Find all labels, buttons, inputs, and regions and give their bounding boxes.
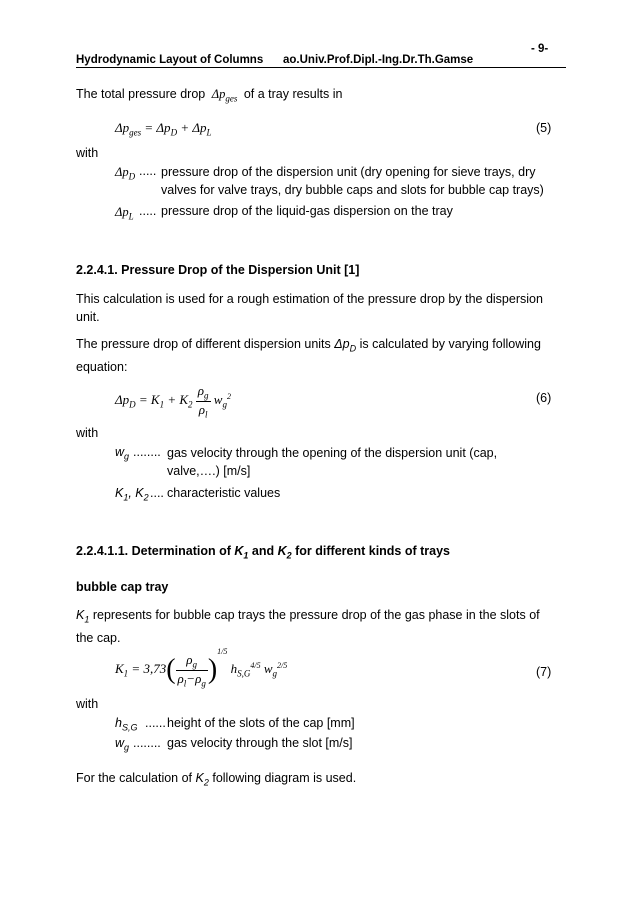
definition-wg <box>167 444 563 480</box>
equation-7: $K_1 = 3,73$( $\frac{\rho_g}{\rho_l-\rho_g}$ )$^{1/5}$ $h_{S,G}^{4/5}$ $w_g^{2/5}$ <box>115 646 288 689</box>
symbol-dp-d: $\Delta p_D$ <box>115 165 136 182</box>
symbol-dp-ges: $\Delta p_{ges}$ <box>211 87 238 104</box>
symbol-dp-d-inline: $\Delta p_D$ <box>334 337 357 354</box>
def-text-line: gas velocity through the opening of the dispersion unit (cap, <box>167 446 498 460</box>
symbol-k1: $K_1$ <box>234 544 249 561</box>
paragraph-line: equation: <box>76 359 128 374</box>
closing-paragraph <box>76 771 356 788</box>
paragraph-line <box>76 335 541 358</box>
with-label-1: with <box>76 146 99 160</box>
text-run: The pressure drop of different dispersion units <box>76 337 335 351</box>
text-run: represents for bubble cap trays the pressure drop of the gas phase in the slots of <box>89 608 540 622</box>
definition-dp-l: pressure drop of the liquid-gas dispersion on the tray <box>161 204 453 218</box>
def-text-line: valves for valve trays, dry bubble caps and slots for bubble cap trays) <box>161 183 544 197</box>
section-heading <box>76 544 450 561</box>
text-run: and <box>248 544 278 558</box>
def-text-line: valve,….) [m/s] <box>167 464 251 478</box>
def-dots: ...... <box>145 716 166 730</box>
equation-7-number: (7) <box>536 665 552 679</box>
paragraph-line: This calculation is used for a rough estimation of the pressure drop by the dispersion <box>76 292 543 306</box>
intro-line <box>76 87 342 104</box>
header-rule <box>76 67 566 68</box>
symbol-dp-l: $\Delta p_L$ <box>115 205 134 222</box>
def-dots: ........ <box>133 445 161 459</box>
with-label-3: with <box>76 697 99 711</box>
symbol-k1: $K_1$ <box>76 608 90 625</box>
def-dots: ..... <box>139 204 157 218</box>
def-dots: ........ <box>133 736 161 750</box>
text-run: for different kinds of trays <box>291 544 451 558</box>
equation-5: $\Delta p_{ges} = \Delta p_D + \Delta p_L$ <box>115 120 212 138</box>
paragraph-line: the cap. <box>76 630 121 645</box>
page-number: - 9- <box>531 43 549 55</box>
paragraph-line <box>76 606 540 629</box>
symbol-k2: $K_2$ <box>277 544 292 561</box>
symbol-wg: $w_g$ <box>115 736 130 753</box>
fraction: $\frac{\rho_g}{\rho_l}$ <box>197 383 209 420</box>
symbol-k2: $K_2$ <box>195 771 209 788</box>
symbol-k1-k2: $K_1$, $K_2$ <box>115 486 149 503</box>
paragraph <box>76 335 541 376</box>
def-dots: .... <box>150 486 164 500</box>
text-run: 2.2.4.1.1. Determination of <box>76 544 235 558</box>
intro-post: of a tray results in <box>243 87 343 101</box>
paragraph <box>76 606 540 647</box>
equation-6: $\Delta p_D = K_1 + K_2$ $\frac{\rho_g}{\rho_l}$ $w_g^2$ <box>115 383 231 420</box>
symbol-wg: $w_g$ <box>115 445 130 462</box>
definition-k: characteristic values <box>167 486 281 500</box>
text-run: is calculated by varying following <box>356 337 541 351</box>
text-run: following diagram is used. <box>208 771 357 785</box>
paragraph-line: unit. <box>76 310 100 324</box>
intro-pre: The total pressure drop <box>76 87 206 101</box>
definition-dp-d <box>161 163 544 199</box>
symbol-hsg: $h_{S,G}$ <box>115 716 138 733</box>
equation-5-number: (5) <box>536 121 552 135</box>
def-text-line: pressure drop of the dispersion unit (dry opening for sieve trays, dry <box>161 165 536 179</box>
running-header-title: Hydrodynamic Layout of Columns <box>76 54 264 66</box>
section-heading: 2.2.4.1. Pressure Drop of the Dispersion Unit [1] <box>76 263 360 277</box>
with-label-2: with <box>76 426 99 440</box>
subsection-heading: bubble cap tray <box>76 580 169 594</box>
coefficient: 3,73 <box>143 661 167 677</box>
definition-hsg: height of the slots of the cap [mm] <box>167 716 355 730</box>
paragraph <box>76 290 543 326</box>
equation-6-number: (6) <box>536 391 552 405</box>
text-run: For the calculation of <box>76 771 196 785</box>
fraction: $\frac{\rho_g}{\rho_l-\rho_g}$ <box>177 652 206 689</box>
running-header-author: ao.Univ.Prof.Dipl.-Ing.Dr.Th.Gamse <box>283 54 474 66</box>
definition-wg-slot: gas velocity through the slot [m/s] <box>167 736 353 750</box>
def-dots: ..... <box>139 164 157 178</box>
